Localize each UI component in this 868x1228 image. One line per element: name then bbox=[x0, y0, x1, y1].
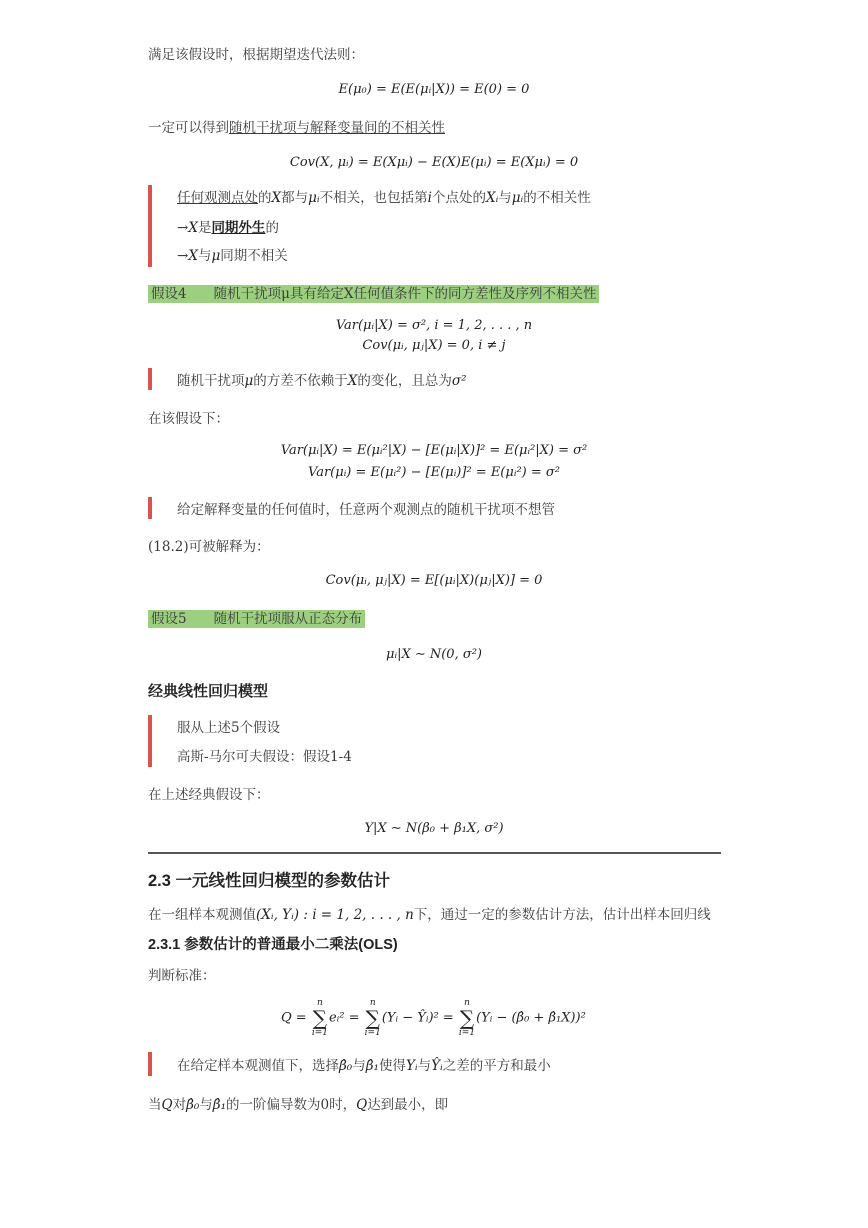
text: 与 bbox=[199, 1097, 213, 1113]
subsection-heading-2-3-1 bbox=[148, 933, 398, 954]
equation-expectation-zero: E(μ₀) = E(E(μᵢ|X)) = E(0) = 0 bbox=[338, 82, 530, 97]
equation-sum-of-squares bbox=[281, 998, 586, 1039]
sum-lower-limit: i=1 bbox=[458, 1028, 476, 1038]
math-symbol: Q bbox=[161, 1097, 173, 1113]
sum-upper-limit: n bbox=[317, 998, 323, 1008]
section-number: 2.3 bbox=[148, 872, 171, 890]
paragraph-text: 一定可以得到 bbox=[148, 120, 229, 136]
text: 个点处的 bbox=[431, 190, 486, 206]
summation-symbol: n ∑ i=1 bbox=[364, 998, 381, 1038]
quote-bar bbox=[148, 185, 152, 267]
quote-least-squares bbox=[177, 1054, 551, 1074]
subsection-title: 参数估计的普通最小二乘法(OLS) bbox=[184, 937, 398, 953]
paragraph-classical-assumptions: 在上述经典假设下： bbox=[148, 787, 270, 803]
equation-covariance: Cov(X, μᵢ) = E(Xμᵢ) − E(X)E(μᵢ) = E(Xμᵢ) = 0 bbox=[289, 155, 579, 170]
math-symbol: X bbox=[188, 220, 198, 236]
text: 在一组样本观测值 bbox=[148, 907, 256, 923]
text: 的 bbox=[258, 190, 272, 206]
underlined-term: 任何观测点处 bbox=[177, 190, 258, 206]
math-symbol: Yᵢ bbox=[405, 1058, 418, 1074]
assumption-4-heading bbox=[148, 282, 599, 302]
text: 与 bbox=[498, 190, 512, 206]
text: 与 bbox=[417, 1058, 432, 1074]
quote-bar bbox=[148, 715, 152, 767]
math-symbol: σ² bbox=[451, 373, 467, 389]
text: 与 bbox=[352, 1058, 366, 1074]
math-symbol: β̂₁ bbox=[365, 1058, 379, 1074]
quote-bar bbox=[148, 497, 152, 519]
paragraph-iterated-expectation: 满足该假设时，根据期望迭代法则： bbox=[148, 47, 364, 63]
section-divider bbox=[148, 852, 721, 854]
text: 随机干扰项 bbox=[177, 373, 245, 389]
math-symbol: X bbox=[188, 248, 198, 264]
math-symbol: β̂₀ bbox=[339, 1058, 353, 1074]
text: 在给定样本观测值下，选择 bbox=[177, 1058, 339, 1074]
math-symbol: μ bbox=[244, 373, 254, 389]
paragraph-criterion: 判断标准： bbox=[148, 968, 216, 984]
paragraph-interpretation: (18.2)可被解释为： bbox=[148, 539, 270, 555]
quote-variance bbox=[177, 369, 467, 389]
quote-line-any-point bbox=[177, 186, 591, 206]
math-symbol: β̂₀ bbox=[186, 1097, 200, 1113]
text: 的方差不依赖于 bbox=[253, 373, 348, 389]
text: 同期不相关 bbox=[220, 248, 288, 264]
quote-bar bbox=[148, 1052, 152, 1076]
text: 的 bbox=[265, 220, 279, 236]
text: 与 bbox=[197, 248, 212, 264]
arrow-icon: → bbox=[177, 248, 189, 264]
math-symbol: X bbox=[347, 373, 358, 389]
text: 下，通过一定的参数估计方法，估计出样本回归线 bbox=[413, 907, 711, 923]
paragraph-under-assumption: 在该假设下： bbox=[148, 411, 229, 427]
text: 的一阶偏导数为0时， bbox=[226, 1097, 357, 1113]
sum-upper-limit: n bbox=[369, 998, 376, 1008]
quote-line-uncorrelated bbox=[177, 244, 288, 264]
paragraph-uncorrelated bbox=[148, 116, 445, 136]
math-symbol: μ bbox=[211, 248, 221, 264]
math-symbol: μᵢ bbox=[308, 190, 320, 206]
subsection-number: 2.3.1 bbox=[148, 937, 181, 953]
math-term: (Yᵢ − Ŷᵢ)² = bbox=[381, 1010, 454, 1026]
summation-symbol: n ∑ i=1 bbox=[311, 998, 328, 1038]
paragraph-partial-derivatives bbox=[148, 1093, 448, 1113]
sum-upper-limit: n bbox=[464, 998, 470, 1008]
equation-cov-zero: Cov(μᵢ, μⱼ|X) = E[(μᵢ|X)(μⱼ|X)] = 0 bbox=[325, 573, 543, 588]
equation-homoscedasticity: Var(μᵢ|X) = σ², i = 1, 2, . . . , n bbox=[335, 318, 533, 333]
equation-no-serial-correlation: Cov(μᵢ, μⱼ|X) = 0, i ≠ j bbox=[362, 338, 506, 353]
quote-line-exogenous bbox=[177, 216, 279, 236]
text: 是 bbox=[197, 220, 212, 236]
math-symbol: X bbox=[271, 190, 282, 206]
math-term: (Yᵢ − (β̂₀ + β̂₁X))² bbox=[476, 1010, 586, 1026]
sum-lower-limit: i=1 bbox=[311, 1028, 328, 1038]
math-symbol: Q bbox=[356, 1097, 368, 1113]
math-symbol: Xᵢ bbox=[485, 190, 499, 206]
highlighted-text: 假设5 随机干扰项服从正态分布 bbox=[148, 610, 365, 628]
math-symbol: μᵢ bbox=[511, 190, 524, 206]
heading-classical-model: 经典线性回归模型 bbox=[148, 683, 269, 700]
text: 都与 bbox=[281, 190, 309, 206]
section-title: 一元线性回归模型的参数估计 bbox=[175, 872, 391, 890]
arrow-icon: → bbox=[177, 220, 189, 236]
summation-symbol: n ∑ i=1 bbox=[458, 998, 476, 1038]
underlined-term: 同期外生 bbox=[211, 220, 266, 236]
text: 当 bbox=[148, 1097, 162, 1113]
equation-unconditional-variance: Var(μᵢ) = E(μᵢ²) − [E(μᵢ)]² = E(μᵢ²) = σ² bbox=[308, 465, 560, 480]
highlighted-text: 假设4 随机干扰项μ具有给定X任何值条件下的同方差性及序列不相关性 bbox=[148, 285, 599, 303]
text: 不相关，也包括第 bbox=[319, 190, 428, 206]
section-heading-2-3 bbox=[148, 867, 390, 891]
math-symbol: Ŷᵢ bbox=[431, 1058, 443, 1074]
equation-normal-distribution: μᵢ|X ∼ N(0, σ²) bbox=[386, 647, 482, 662]
math-symbol: i bbox=[427, 190, 432, 206]
equation-conditional-variance: Var(μᵢ|X) = E(μᵢ²|X) − [E(μᵢ|X)]² = E(μᵢ²|X) = σ² bbox=[280, 443, 588, 458]
text: 对 bbox=[172, 1097, 187, 1113]
math-inline: (Xᵢ, Yᵢ) : i = 1, 2, . . . , n bbox=[256, 907, 414, 923]
paragraph-sample-observations bbox=[148, 903, 711, 923]
sum-lower-limit: i=1 bbox=[364, 1028, 381, 1038]
text: 的变化，且总为 bbox=[357, 373, 452, 389]
math-symbol: β̂₁ bbox=[212, 1097, 227, 1113]
quote-bar bbox=[148, 368, 152, 390]
text: 的不相关性 bbox=[523, 190, 591, 206]
quote-gauss-markov: 高斯-马尔可夫假设：假设1-4 bbox=[177, 749, 352, 765]
assumption-5-heading bbox=[148, 607, 365, 627]
text: 之差的平方和最小 bbox=[442, 1058, 551, 1074]
text: 使得 bbox=[378, 1058, 406, 1074]
quote-any-two-points: 给定解释变量的任何值时，任意两个观测点的随机干扰项不想管 bbox=[177, 502, 555, 518]
math-term: eᵢ² = bbox=[328, 1010, 360, 1026]
math-term: Q = bbox=[281, 1010, 307, 1026]
equation-conditional-y: Y|X ∼ N(β₀ + β₁X, σ²) bbox=[364, 821, 504, 836]
text: 达到最小，即 bbox=[367, 1097, 449, 1113]
underlined-term: 随机干扰项与解释变量间的不相关性 bbox=[229, 120, 445, 136]
quote-five-assumptions: 服从上述5个假设 bbox=[177, 720, 281, 736]
